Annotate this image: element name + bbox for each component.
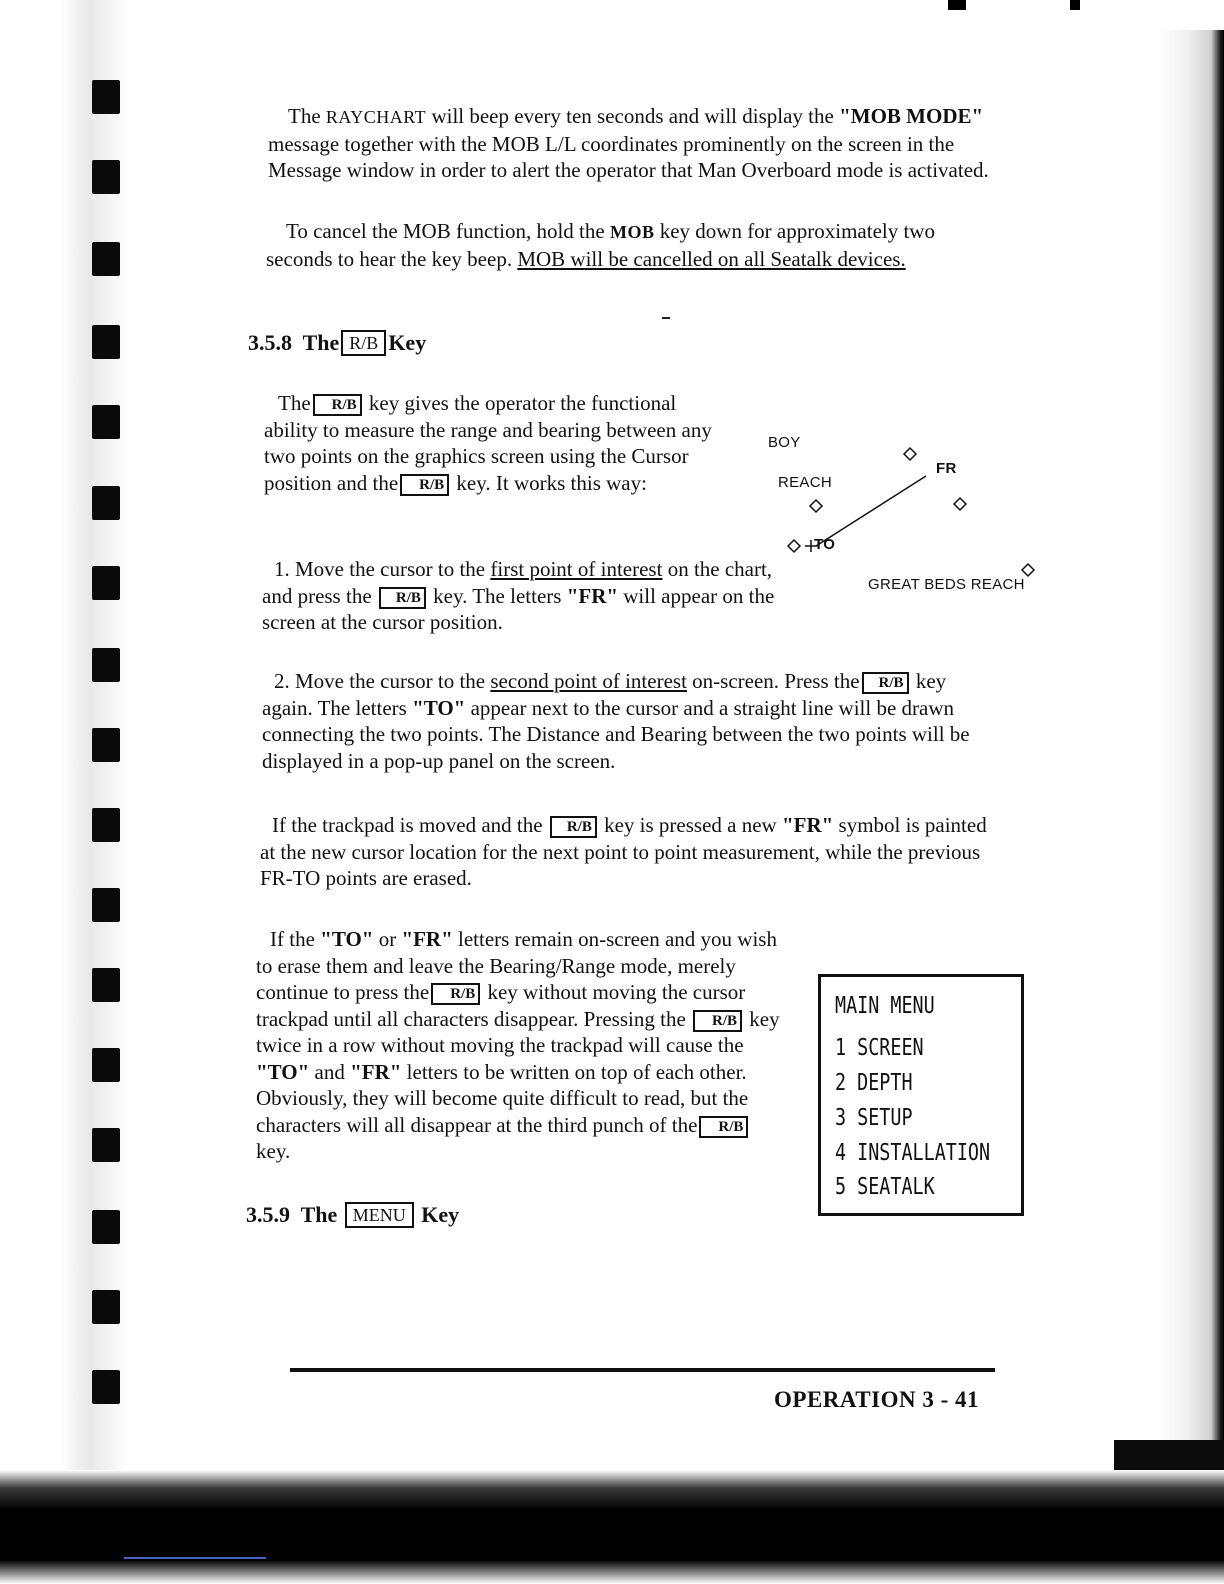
to-label: "TO" [320, 927, 374, 951]
fr-label: "FR" [401, 927, 453, 951]
binding-hole [92, 80, 120, 114]
main-menu-panel [818, 974, 1024, 1216]
binding-hole [92, 968, 120, 1002]
text: or [373, 927, 402, 951]
binding-hole [92, 648, 120, 682]
section-number: 3.5.9 [246, 1202, 290, 1227]
text: will beep every ten seconds and will display the [426, 104, 840, 128]
to-label: "TO" [256, 1059, 310, 1084]
label-great-beds-reach: GREAT BEDS REACH [868, 576, 1025, 593]
section-number: 3.5.8 [248, 330, 292, 355]
range-bearing-diagram [758, 428, 1038, 608]
rb-key-box: R/B [313, 394, 362, 416]
text: 1. Move the cursor to the [274, 557, 491, 581]
rb-key-box: R/B [862, 672, 909, 694]
paragraph-erase [256, 926, 788, 1165]
label-to: TO [814, 536, 836, 553]
text: and [309, 1059, 351, 1084]
binding-hole [92, 566, 120, 600]
binding-hole [92, 1048, 120, 1082]
text: The [300, 1202, 338, 1227]
fr-label: "FR" [566, 583, 619, 608]
text: letters to be written on top of each other. Obviously, they will become quite difficult to read, but the characters will all disappear at the third punch of the [256, 1059, 749, 1137]
to-label: "TO" [412, 695, 466, 720]
binding-edge [0, 0, 128, 1584]
binding-hole [92, 1128, 120, 1162]
text: key down for approximately two seconds to hear the key beep. [266, 219, 935, 271]
binding-hole [92, 1210, 120, 1244]
paragraph-rb-intro [264, 390, 724, 496]
diamond-marker-icon [788, 448, 1034, 576]
scan-marks [940, 0, 1080, 10]
mob-mode-label: "MOB MODE" [839, 104, 984, 128]
text: key again. The letters [262, 669, 947, 720]
rb-key-box: R/B [341, 330, 386, 356]
text: key gives the operator the functional ability to measure the range and bearing between any two points on the graphics screen using the Cursor position and the [264, 391, 712, 495]
menu-item-depth: 2 DEPTH [835, 1070, 913, 1096]
paragraph-mob-cancel [266, 218, 992, 272]
binding-hole [92, 160, 120, 194]
fr-label: "FR" [350, 1059, 402, 1084]
section-heading-3-5-8 [248, 330, 426, 356]
rb-key-box: R/B [379, 587, 426, 609]
menu-item-screen: 1 SCREEN [835, 1035, 924, 1061]
scan-link-line [124, 1557, 266, 1559]
text: key twice in a row without moving the trackpad will cause the [256, 1006, 780, 1057]
text: 2. Move the cursor to the [274, 669, 491, 693]
scan-shadow [0, 1470, 1224, 1584]
binding-hole [92, 1290, 120, 1324]
paragraph-trackpad [260, 812, 994, 892]
mob-key-label: MOB [609, 222, 655, 242]
text: Key [388, 330, 427, 355]
text: letters remain on-screen and you wish to erase them and leave the Bearing/Range mode, merely continue to press the [256, 927, 777, 1004]
label-boy: BOY [768, 434, 801, 451]
text: The [288, 104, 326, 128]
paragraph-step-2 [262, 668, 994, 774]
text: key without moving the cursor trackpad until all characters disappear. Pressing the [256, 980, 746, 1031]
product-name: RAYCHART [325, 107, 427, 127]
text: key is pressed a new [598, 813, 782, 837]
binding-hole [92, 1370, 120, 1404]
binding-hole [92, 486, 120, 520]
text: key. The letters [427, 583, 567, 608]
text: If the trackpad is moved and the [272, 813, 548, 837]
binding-hole [92, 888, 120, 922]
text: The [302, 330, 340, 355]
underlined-note: MOB will be cancelled on all Seatalk devices. [517, 246, 906, 271]
menu-item-installation: 4 INSTALLATION [835, 1140, 991, 1166]
paragraph-step-1 [262, 556, 782, 636]
binding-hole [92, 405, 120, 439]
rb-key-box: R/B [550, 816, 597, 838]
section-heading-3-5-9 [246, 1202, 459, 1228]
menu-item-setup: 3 SETUP [835, 1105, 913, 1131]
footer-rule [290, 1368, 995, 1372]
binding-hole [92, 728, 120, 762]
rb-key-box: R/B [693, 1010, 742, 1032]
text: appear next to the cursor and a straight line will be drawn connecting the two points. The Distance and Bearing between the two points will be displayed in a pop-up panel on the screen. [262, 695, 970, 773]
text: Key [421, 1202, 460, 1227]
text: To cancel the MOB function, hold the [286, 219, 610, 243]
label-reach: REACH [778, 474, 833, 491]
underlined-phrase: first point of interest [490, 557, 663, 581]
binding-hole [92, 808, 120, 842]
underlined-phrase: second point of interest [490, 669, 687, 693]
text: message together with the MOB L/L coordinates prominently on the screen in the Message window in order to alert the operator that Man Overboard mode is activated. [268, 131, 989, 182]
text: will appear on the screen at the cursor position. [262, 583, 775, 634]
text: key. It works this way: [451, 470, 647, 495]
page-right-edge [1156, 30, 1224, 1450]
rb-key-box: R/B [431, 983, 480, 1005]
text: on-screen. Press the [686, 669, 860, 693]
rb-key-box: R/B [400, 474, 449, 496]
stray-mark [662, 317, 670, 319]
text: key. [256, 1139, 291, 1163]
menu-title: MAIN MENU [835, 993, 935, 1019]
fr-label: "FR" [781, 813, 834, 837]
rb-key-box: R/B [699, 1116, 748, 1138]
text: If the [270, 927, 321, 951]
page-footer: OPERATION 3 - 41 [774, 1387, 979, 1412]
text: on the chart, and press the [262, 557, 773, 608]
binding-hole [92, 242, 120, 276]
binding-hole [92, 325, 120, 359]
menu-key-box: MENU [345, 1202, 414, 1228]
label-fr: FR [936, 460, 957, 477]
text: symbol is painted at the new cursor location for the next point to point measurement, while the previous FR-TO points are erased. [260, 813, 987, 890]
text: The [278, 391, 311, 415]
menu-item-seatalk: 5 SEATALK [835, 1174, 935, 1200]
paragraph-mob-display [268, 103, 994, 184]
